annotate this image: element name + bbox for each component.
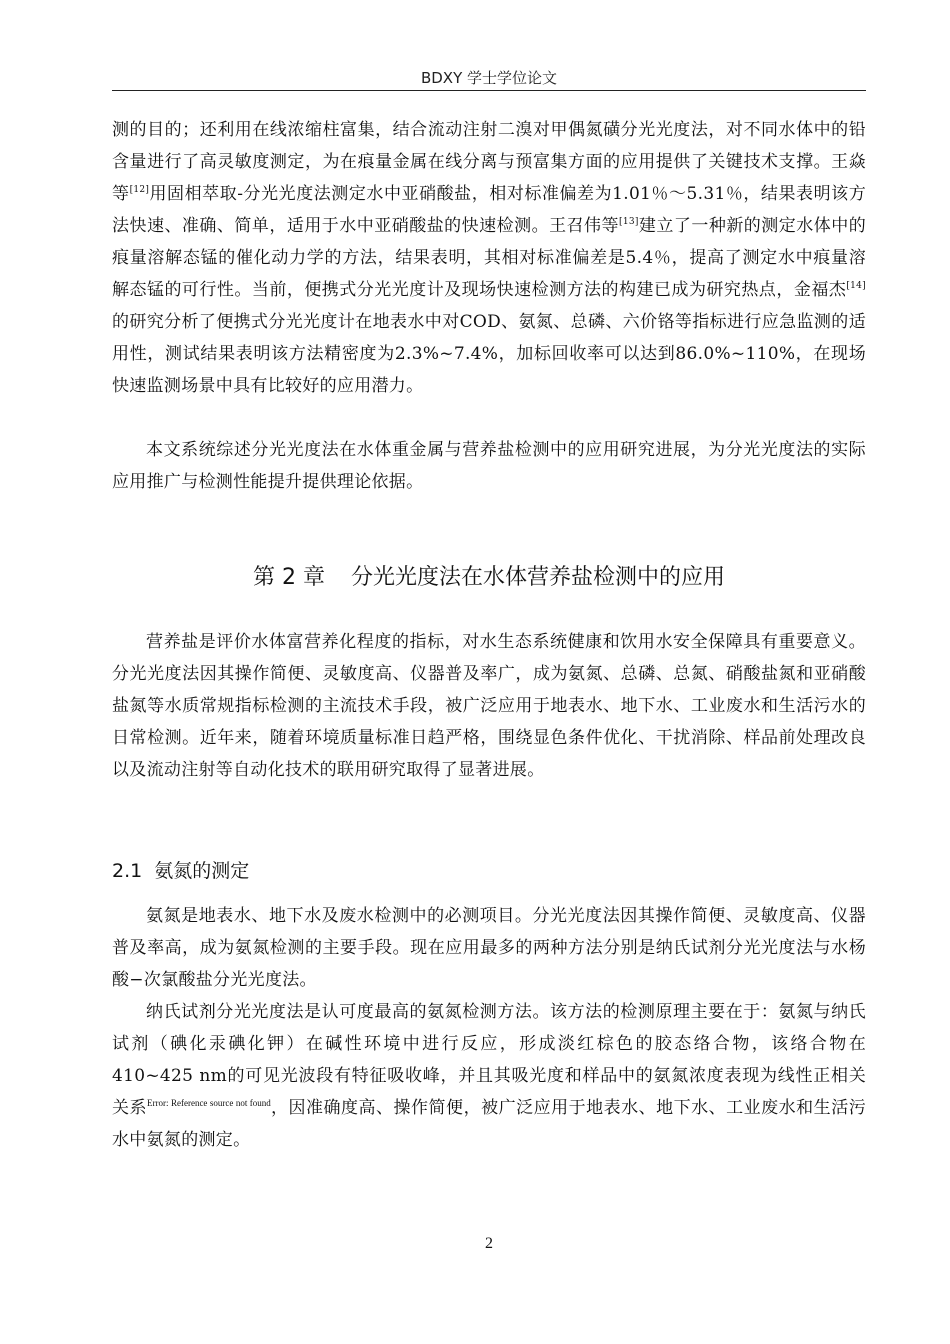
section-text-b: ，因准确度高、操作简便，被广泛应用于地表水、地下水、工业废水和生活污水中氨氮的测定。 <box>112 1098 866 1150</box>
chapter-heading <box>112 560 866 596</box>
citation-12[interactable]: [12] <box>129 185 150 195</box>
chapter-intro-paragraph: 营养盐是评价水体富营养化程度的指标，对水生态系统健康和饮用水安全保障具有重要意义。分光光度法因其操作简便、灵敏度高、仪器普及率广，成为氨氮、总磷、总氮、硝酸盐氮和亚硝酸盐氮等水质常规指标检测的主流技术手段，被广泛应用于地表水、地下水、工业废水和生活污水的日常检测。近年来，随着环境质量标准日趋严格，围绕显色条件优化、干扰消除、样品前处理改良以及流动注射等自动化技术的联用研究取得了显著进展。 <box>112 632 866 780</box>
intro-text-a: 测的目的；还利用在线浓缩柱富集，结合流动注射二溴对甲偶氮磺分光光度法，对不同水体中的铅含量进行了高灵敏度测定，为在痕量金属在线分离与预富集方面的应用提供了关键技术支撑。王焱等 <box>112 120 866 204</box>
citation-13[interactable]: [13] <box>619 217 639 227</box>
section-paragraph-2 <box>112 996 866 1156</box>
section-number: 2.1 <box>112 860 143 882</box>
chapter-title: 分光光度法在水体营养盐检测中的应用 <box>350 565 725 590</box>
citation-14[interactable]: [14] <box>846 281 866 291</box>
intro-text-d: 的研究分析了便携式分光光度计在地表水中对COD、氨氮、总磷、六价铬等指标进行应急监测的适用性，测试结果表明该方法精密度为2.3%~7.4%，加标回收率可以达到86.0%~110%，在现场快速监测场景中具有比较好的应用潜力。 <box>112 312 866 396</box>
section-title: 氨氮的测定 <box>154 860 250 882</box>
section-heading <box>112 856 249 886</box>
running-header: BDXY 学士学位论文 <box>420 69 558 87</box>
intro-text-b: 用固相萃取-分光光度法测定水中亚硝酸盐，相对标准偏差为1.01％～5.31％，结果表明该方法快速、准确、简单，适用于水中亚硝酸盐的快速检测。王召伟等 <box>112 184 866 236</box>
intro-paragraph-1 <box>112 114 866 402</box>
reference-error-note[interactable]: Error: Reference source not found <box>147 1098 271 1108</box>
page-number: 2 <box>485 1235 493 1252</box>
section-text-a: 纳氏试剂分光光度法是认可度最高的氨氮检测方法。该方法的检测原理主要在于：氨氮与纳氏试剂（碘化汞碘化钾）在碱性环境中进行反应，形成淡红棕色的胶态络合物，该络合物在410~425 nm的可见光波段有特征吸收峰，并且其吸光度和样品中的氨氮浓度表现为线性正相关关系 <box>112 1002 866 1118</box>
chapter-number: 第 2 章 <box>253 565 325 590</box>
intro-text-c: 建立了一种新的测定水体中的痕量溶解态锰的催化动力学的方法，结果表明，其相对标准偏差是5.4％，提高了测定水中痕量溶解态锰的可行性。当前，便携式分光光度计及现场快速检测方法的构建已成为研究热点，金福杰 <box>112 216 867 300</box>
section-paragraph-1: 氨氮是地表水、地下水及废水检测中的必测项目。分光光度法因其操作简便、灵敏度高、仪器普及率高，成为氨氮检测的主要手段。现在应用最多的两种方法分别是纳氏试剂分光光度法与水杨酸−次氯酸盐分光光度法。 <box>112 906 866 990</box>
header-rule <box>112 90 866 91</box>
intro-paragraph-2: 本文系统综述分光光度法在水体重金属与营养盐检测中的应用研究进展，为分光光度法的实际应用推广与检测性能提升提供理论依据。 <box>112 440 866 492</box>
